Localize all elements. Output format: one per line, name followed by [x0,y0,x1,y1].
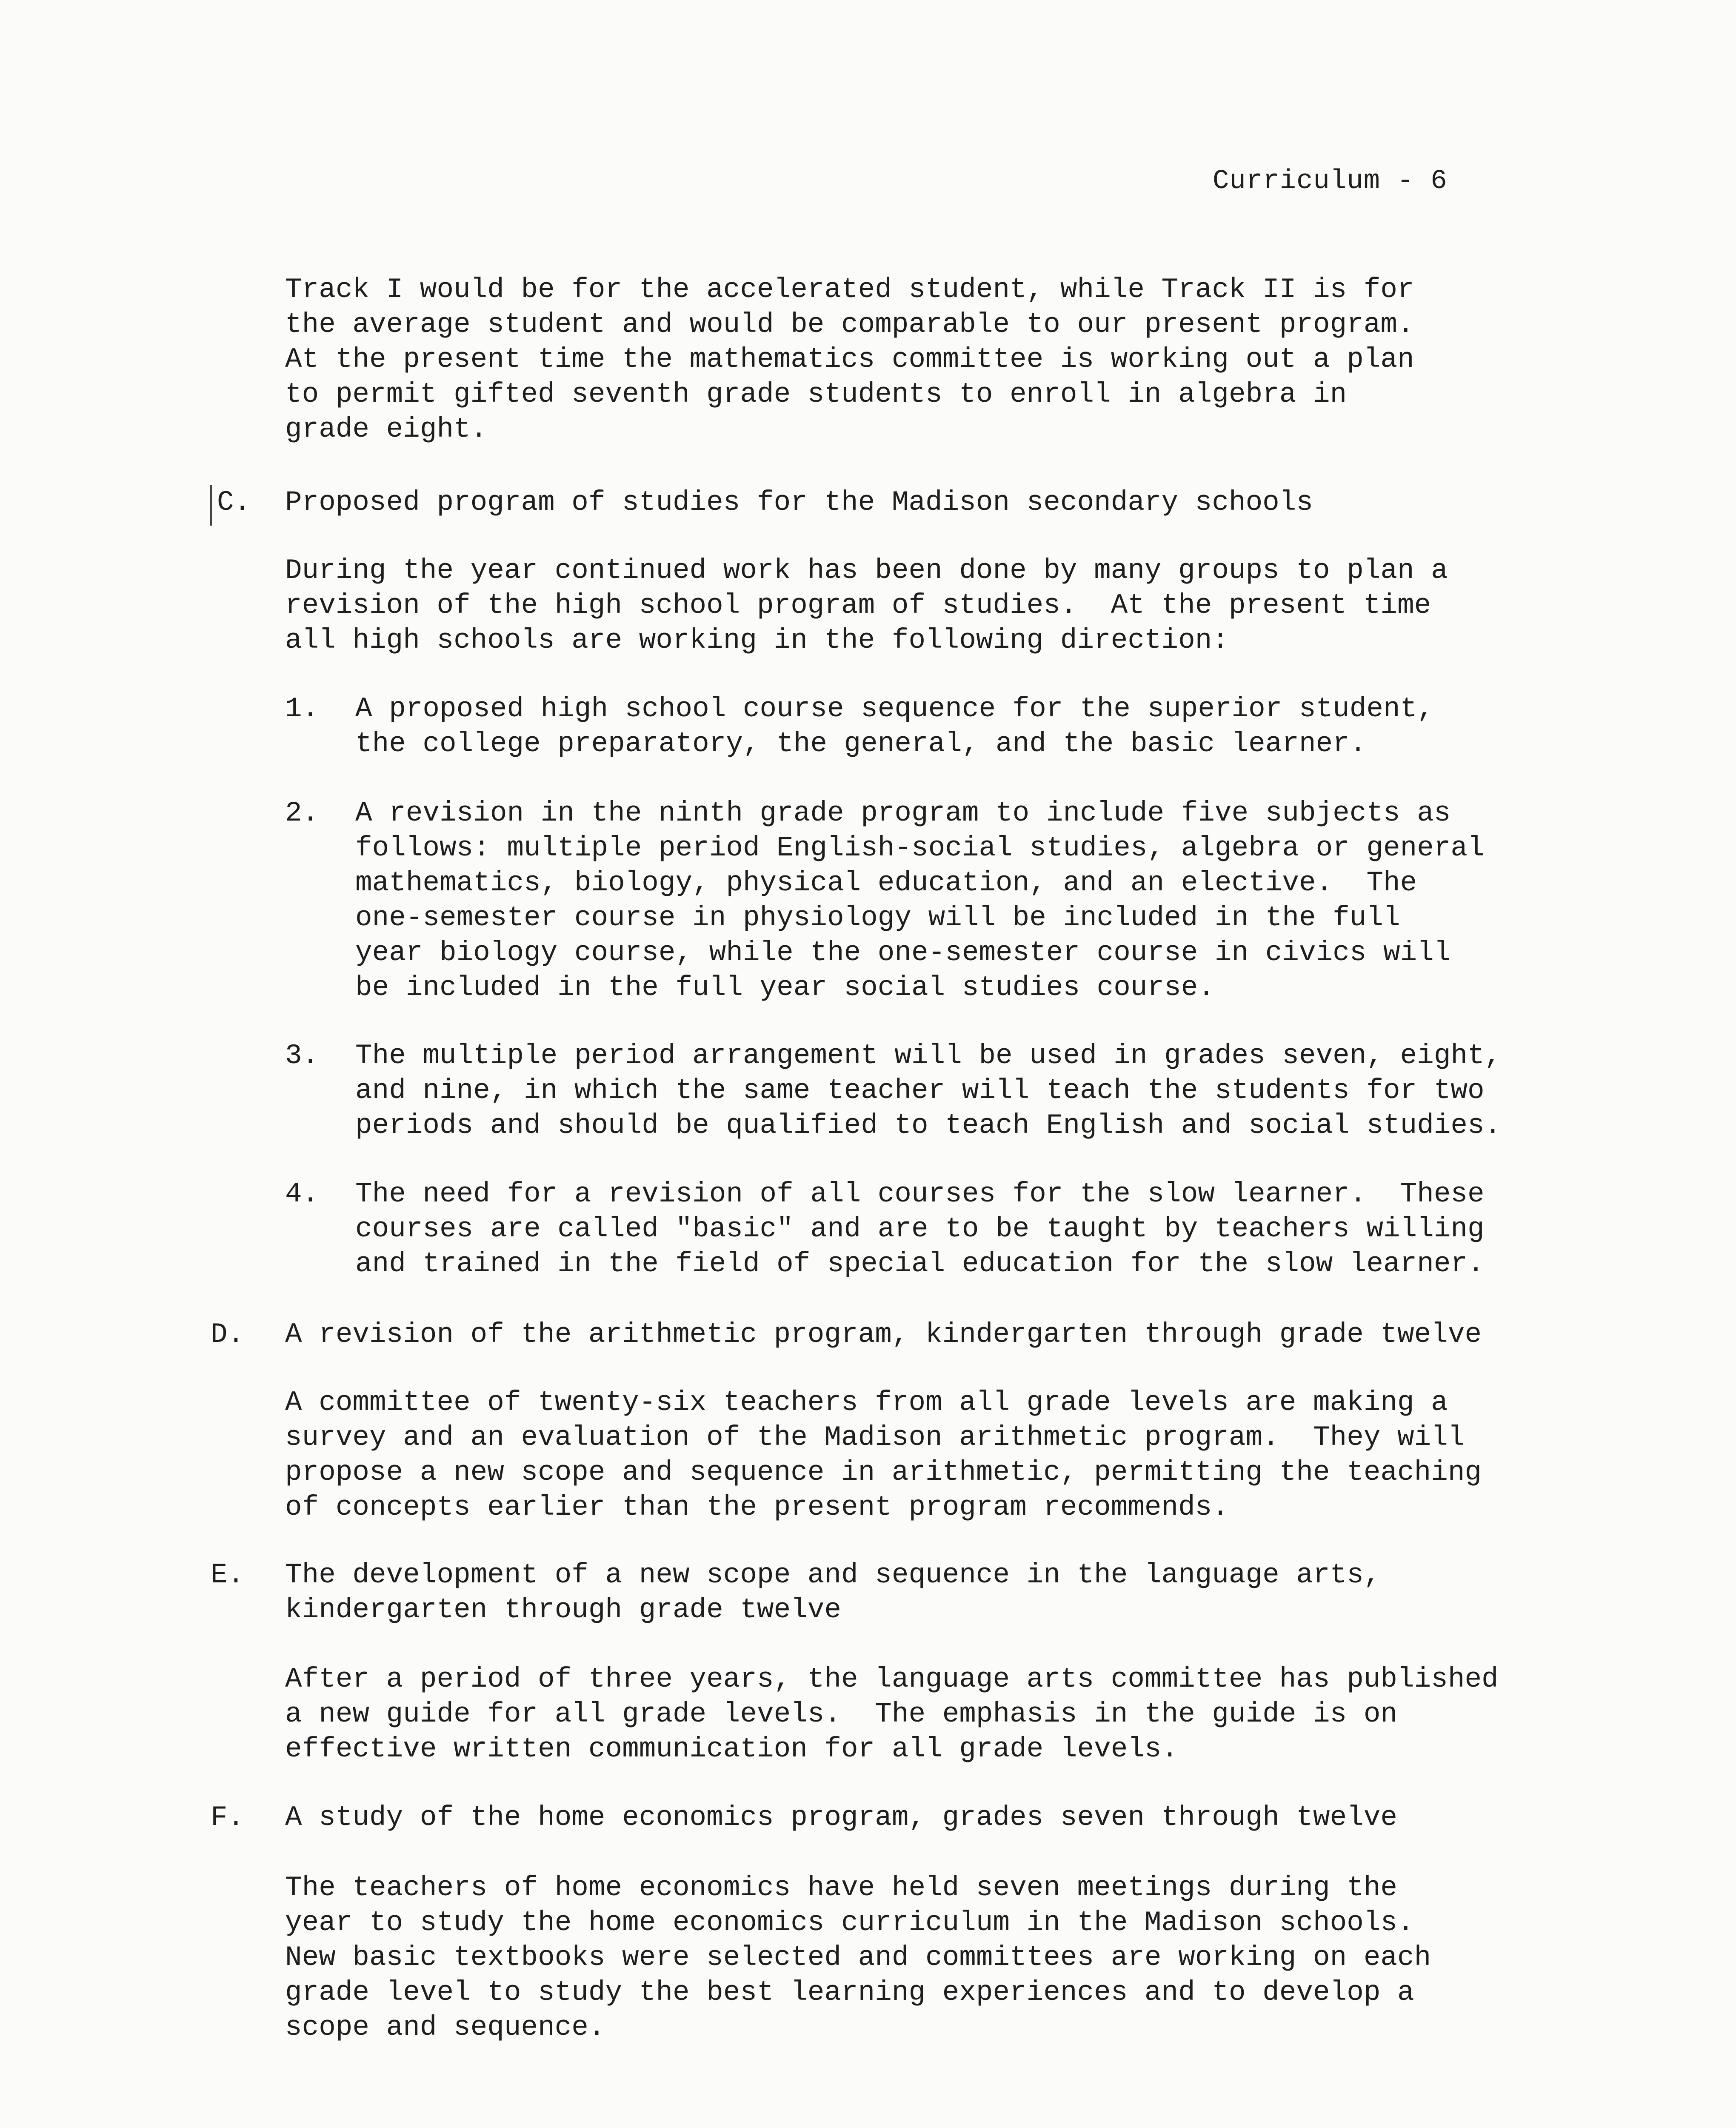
section-e-paragraph [285,1662,1562,1767]
section-d-line: propose a new scope and sequence in arithmetic, permitting the teaching [285,1456,1482,1488]
item-3-text [355,1038,1547,1143]
item-2-number: 2. [285,797,319,829]
item-1-number: 1. [285,693,319,725]
item-2-line: mathematics, biology, physical education, and an elective. The [355,867,1417,899]
intro-line: grade eight. [285,413,488,445]
section-d-line: survey and an evaluation of the Madison arithmetic program. They will [285,1422,1465,1453]
section-d-heading: A revision of the arithmetic program, kindergarten through grade twelve [285,1319,1482,1350]
section-e-line: effective written communication for all grade levels. [285,1733,1179,1765]
section-e-marker: E. [211,1559,245,1591]
intro-line: to permit gifted seventh grade students to enroll in algebra in [285,378,1347,410]
item-2-line: year biology course, while the one-semester course in civics will [355,937,1451,969]
item-2-line: be included in the full year social studies course. [355,972,1215,1004]
intro-line: At the present time the mathematics committee is working out a plan [285,343,1414,375]
section-e-line: a new guide for all grade levels. The emphasis in the guide is on [285,1698,1398,1730]
item-2-text [355,796,1547,1005]
page-header: Curriculum - 6 [1213,166,1448,197]
section-f-line: year to study the home economics curriculum in the Madison schools. [285,1907,1414,1939]
item-1-text [355,692,1547,761]
item-2-line: one-semester course in physiology will be included in the full [355,902,1400,934]
section-f-line: New basic textbooks were selected and committees are working on each [285,1942,1431,1974]
section-d-line: A committee of twenty-six teachers from all grade levels are making a [285,1387,1448,1419]
section-c-paragraph [285,553,1562,658]
item-4-number: 4. [285,1178,319,1210]
item-2-line: A revision in the ninth grade program to include five subjects as [355,797,1451,829]
item-4-line: and trained in the field of special education for the slow learner. [355,1248,1485,1280]
item-2-line: follows: multiple period English-social studies, algebra or general [355,832,1485,864]
section-e-heading-line: The development of a new scope and sequence in the language arts, [285,1559,1381,1591]
section-d-marker: D. [211,1319,245,1350]
section-f-line: The teachers of home economics have held seven meetings during the [285,1872,1398,1904]
intro-paragraph [285,272,1562,447]
item-4-text [355,1177,1547,1281]
margin-mark [210,485,212,526]
section-c-line: During the year continued work has been done by many groups to plan a [285,555,1448,586]
item-1-line: A proposed high school course sequence for the superior student, [355,693,1434,725]
section-d-paragraph [285,1385,1562,1525]
section-f-heading: A study of the home economics program, grades seven through twelve [285,1802,1398,1833]
item-3-number: 3. [285,1040,319,1072]
section-e-line: After a period of three years, the language arts committee has published [285,1663,1499,1695]
intro-line: the average student and would be comparable to our present program. [285,309,1414,340]
item-1-line: the college preparatory, the general, and the basic learner. [355,728,1367,760]
section-c-marker: C. [217,486,251,518]
section-c-heading: Proposed program of studies for the Madison secondary schools [285,486,1313,518]
item-3-line: and nine, in which the same teacher will teach the students for two [355,1075,1485,1107]
section-f-paragraph [285,1871,1562,2045]
section-f-line: scope and sequence. [285,2011,605,2043]
section-e-heading [285,1558,1380,1627]
section-f-marker: F. [211,1802,245,1833]
item-3-line: periods and should be qualified to teach English and social studies. [355,1110,1502,1141]
section-e-heading-line: kindergarten through grade twelve [285,1594,842,1626]
item-3-line: The multiple period arrangement will be used in grades seven, eight, [355,1040,1502,1072]
section-c-line: revision of the high school program of studies. At the present time [285,589,1431,621]
section-c-line: all high schools are working in the following direction: [285,624,1229,656]
intro-line: Track I would be for the accelerated student, while Track II is for [285,274,1414,306]
item-4-line: The need for a revision of all courses for the slow learner. These [355,1178,1485,1210]
item-4-line: courses are called "basic" and are to be taught by teachers willing [355,1213,1485,1245]
section-d-line: of concepts earlier than the present program recommends. [285,1491,1229,1523]
section-f-line: grade level to study the best learning experiences and to develop a [285,1976,1414,2008]
